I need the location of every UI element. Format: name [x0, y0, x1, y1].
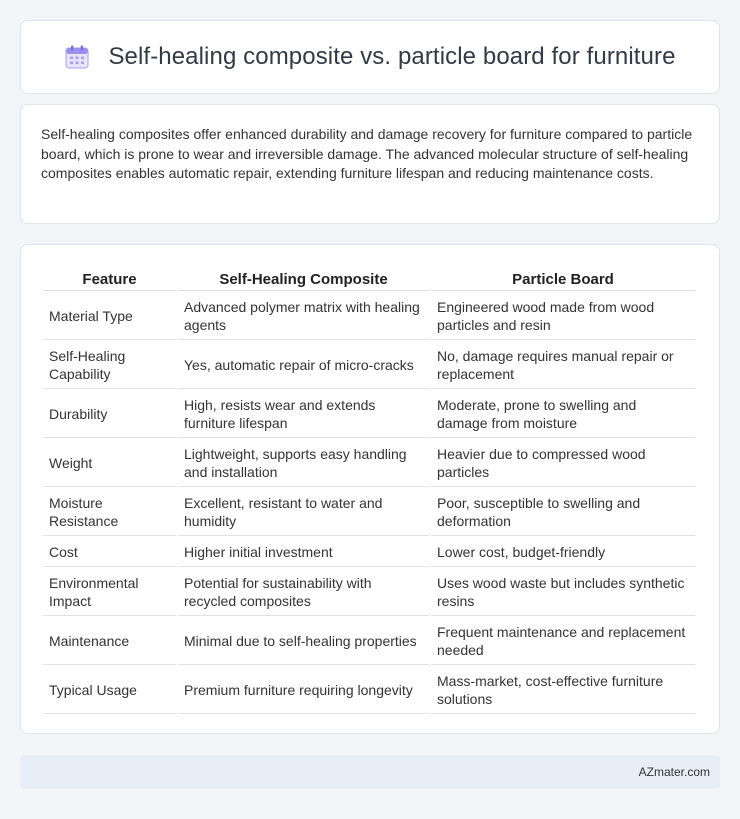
- feature-cell: Moisture Resistance: [43, 489, 176, 536]
- particle-board-cell: Engineered wood made from wood particles and resin: [431, 293, 695, 340]
- feature-cell: Cost: [43, 538, 176, 567]
- header-card: [20, 20, 720, 94]
- particle-board-cell: No, damage requires manual repair or replacement: [431, 342, 695, 389]
- particle-board-cell: Moderate, prone to swelling and damage from moisture: [431, 391, 695, 438]
- column-header-particle-board: Particle Board: [431, 267, 695, 291]
- particle-board-cell: Uses wood waste but includes synthetic resins: [431, 569, 695, 616]
- table-row: [43, 569, 695, 616]
- page-title: Self-healing composite vs. particle board for furniture: [108, 43, 676, 70]
- column-header-self-healing-composite: Self-Healing Composite: [178, 267, 429, 291]
- footer-site-link[interactable]: AZmater.com: [638, 765, 710, 779]
- feature-cell: Typical Usage: [43, 667, 176, 714]
- composite-cell: High, resists wear and extends furniture lifespan: [178, 391, 429, 438]
- table-row: [43, 489, 695, 536]
- table-row: [43, 293, 695, 340]
- table-row: [43, 618, 695, 665]
- calendar-icon: [64, 44, 90, 70]
- feature-cell: Self-Healing Capability: [43, 342, 176, 389]
- table-row: [43, 391, 695, 438]
- composite-cell: Premium furniture requiring longevity: [178, 667, 429, 714]
- table-row: [43, 538, 695, 567]
- footer-bar: [20, 755, 720, 789]
- composite-cell: Lightweight, supports easy handling and installation: [178, 440, 429, 487]
- composite-cell: Minimal due to self-healing properties: [178, 618, 429, 665]
- particle-board-cell: Lower cost, budget-friendly: [431, 538, 695, 567]
- particle-board-cell: Poor, susceptible to swelling and deformation: [431, 489, 695, 536]
- summary-text: Self-healing composites offer enhanced durability and damage recovery for furniture compared to particle board, which is prone to wear and irreversible damage. The advanced molecular structure of self-healing composites enables automatic repair, extending furniture lifespan and reducing maintenance costs.: [41, 126, 693, 182]
- title-wrap: [64, 43, 675, 71]
- table-row: [43, 440, 695, 487]
- table-row: [43, 342, 695, 389]
- feature-cell: Maintenance: [43, 618, 176, 665]
- feature-cell: Material Type: [43, 293, 176, 340]
- composite-cell: Advanced polymer matrix with healing agents: [178, 293, 429, 340]
- feature-cell: Environmental Impact: [43, 569, 176, 616]
- column-header-feature: Feature: [43, 267, 176, 291]
- feature-cell: Weight: [43, 440, 176, 487]
- particle-board-cell: Frequent maintenance and replacement needed: [431, 618, 695, 665]
- comparison-table: [41, 265, 697, 716]
- table-row: [43, 667, 695, 714]
- feature-cell: Durability: [43, 391, 176, 438]
- composite-cell: Excellent, resistant to water and humidity: [178, 489, 429, 536]
- comparison-table-card: [20, 244, 720, 734]
- particle-board-cell: Mass-market, cost-effective furniture solutions: [431, 667, 695, 714]
- composite-cell: Higher initial investment: [178, 538, 429, 567]
- composite-cell: Potential for sustainability with recycled composites: [178, 569, 429, 616]
- particle-board-cell: Heavier due to compressed wood particles: [431, 440, 695, 487]
- table-header-row: [43, 267, 695, 291]
- composite-cell: Yes, automatic repair of micro-cracks: [178, 342, 429, 389]
- summary-card: [20, 104, 720, 224]
